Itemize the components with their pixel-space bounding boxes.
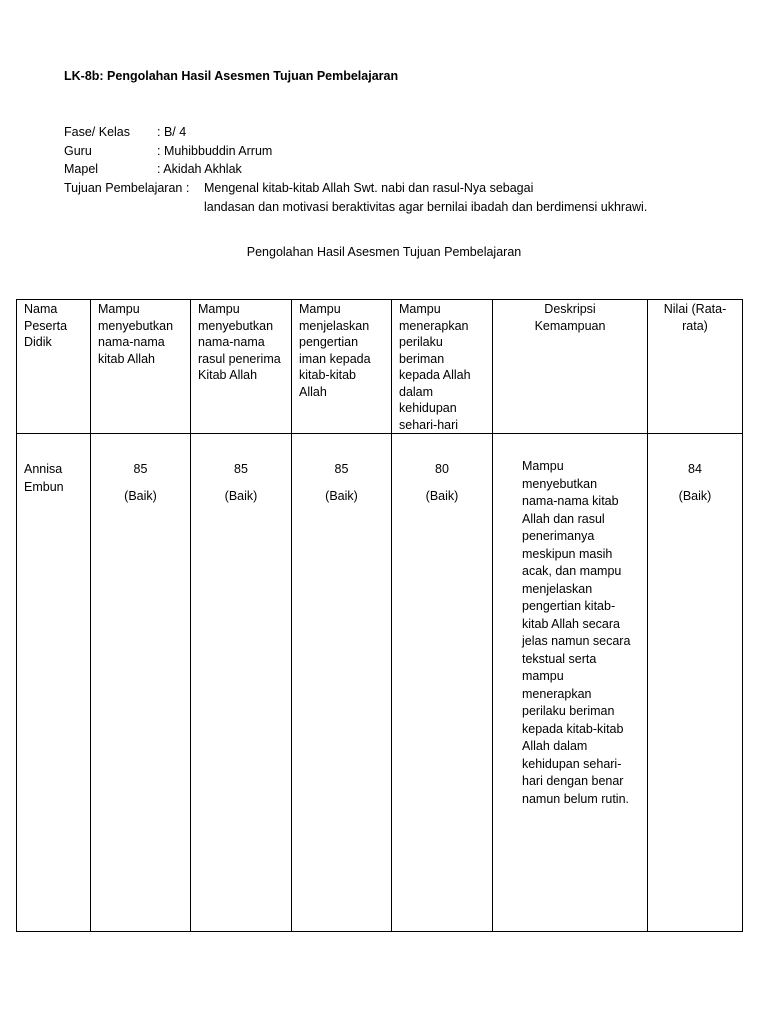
average-value: 84 (688, 462, 702, 476)
header-tp1: Mampu menyebutkan nama-nama kitab Allah (98, 302, 174, 366)
ability-description: Mampu menyebutkan nama-nama kitab Allah dan rasul penerimanya meskipun masih acak, dan mampu menjelaskan pengertian kitab-kitab Allah secara jelas namun secara tekstual serta mampu menerapkan perilaku beriman kepada kitab-kitab Allah dalam kehidupan sehari-hari dengan benar namun belum rutin. (522, 459, 631, 806)
cell-score-tp1 (91, 434, 191, 932)
header-cell-deskripsi (493, 300, 648, 434)
score-tp4-level: (Baik) (425, 489, 459, 503)
cell-description (493, 434, 648, 932)
header-cell-tp1 (91, 300, 191, 434)
header-cell-nama (17, 300, 91, 434)
info-guru-label: Guru (64, 144, 92, 158)
score-tp3 (292, 434, 391, 505)
header-cell-tp4 (392, 300, 493, 434)
score-tp2-level: (Baik) (224, 489, 258, 503)
document-title: LK-8b: Pengolahan Hasil Asesmen Tujuan Pembelajaran (64, 69, 399, 83)
score-tp4-value: 80 (435, 462, 449, 476)
header-deskripsi: Deskripsi Kemampuan (534, 302, 606, 333)
score-tp2 (191, 434, 291, 505)
student-name: Annisa Embun (24, 462, 64, 494)
table-header-row (17, 300, 743, 434)
score-tp4 (392, 434, 492, 505)
score-tp2-value: 85 (234, 462, 248, 476)
table-title: Pengolahan Hasil Asesmen Tujuan Pembelajaran (246, 245, 522, 259)
info-fase-value: : B/ 4 (157, 125, 187, 139)
info-guru-value: : Muhibbuddin Arrum (157, 144, 273, 158)
info-mapel-value: : Akidah Akhlak (157, 162, 242, 176)
cell-score-tp4 (392, 434, 493, 932)
score-tp1-level: (Baik) (124, 489, 157, 503)
info-tujuan-line1: Mengenal kitab-kitab Allah Swt. nabi dan rasul-Nya sebagai (204, 181, 534, 195)
info-fase-label: Fase/ Kelas (64, 125, 131, 139)
score-tp3-value: 85 (334, 462, 349, 476)
table-row (17, 434, 743, 932)
assessment-table (16, 299, 743, 932)
cell-score-tp3 (292, 434, 392, 932)
header-cell-tp2 (191, 300, 292, 434)
info-tujuan-label: Tujuan Pembelajaran : (64, 181, 190, 195)
header-tp3: Mampu menjelaskan pengertian iman kepada kitab-kitab Allah (299, 302, 371, 399)
cell-student-name (17, 434, 91, 932)
header-tp4: Mampu menerapkan perilaku beriman kepada Allah dalam kehidupan sehari-hari (399, 302, 471, 432)
score-tp1 (91, 434, 190, 505)
header-cell-tp3 (292, 300, 392, 434)
cell-score-tp2 (191, 434, 292, 932)
header-cell-nilai (648, 300, 743, 434)
average-score (648, 434, 742, 505)
header-nilai: Nilai (Rata-rata) (663, 302, 727, 333)
info-tujuan-value (204, 179, 647, 217)
average-level: (Baik) (678, 489, 712, 503)
score-tp3-level: (Baik) (325, 489, 358, 503)
header-tp2: Mampu menyebutkan nama-nama rasul penerima Kitab Allah (198, 302, 281, 382)
cell-average (648, 434, 743, 932)
header-nama: Nama Peserta Didik (24, 302, 68, 349)
score-tp1-value: 85 (133, 462, 148, 476)
info-mapel-label: Mapel (64, 162, 99, 176)
info-tujuan-line2: landasan dan motivasi beraktivitas agar bernilai ibadah dan berdimensi ukhrawi. (204, 200, 648, 214)
